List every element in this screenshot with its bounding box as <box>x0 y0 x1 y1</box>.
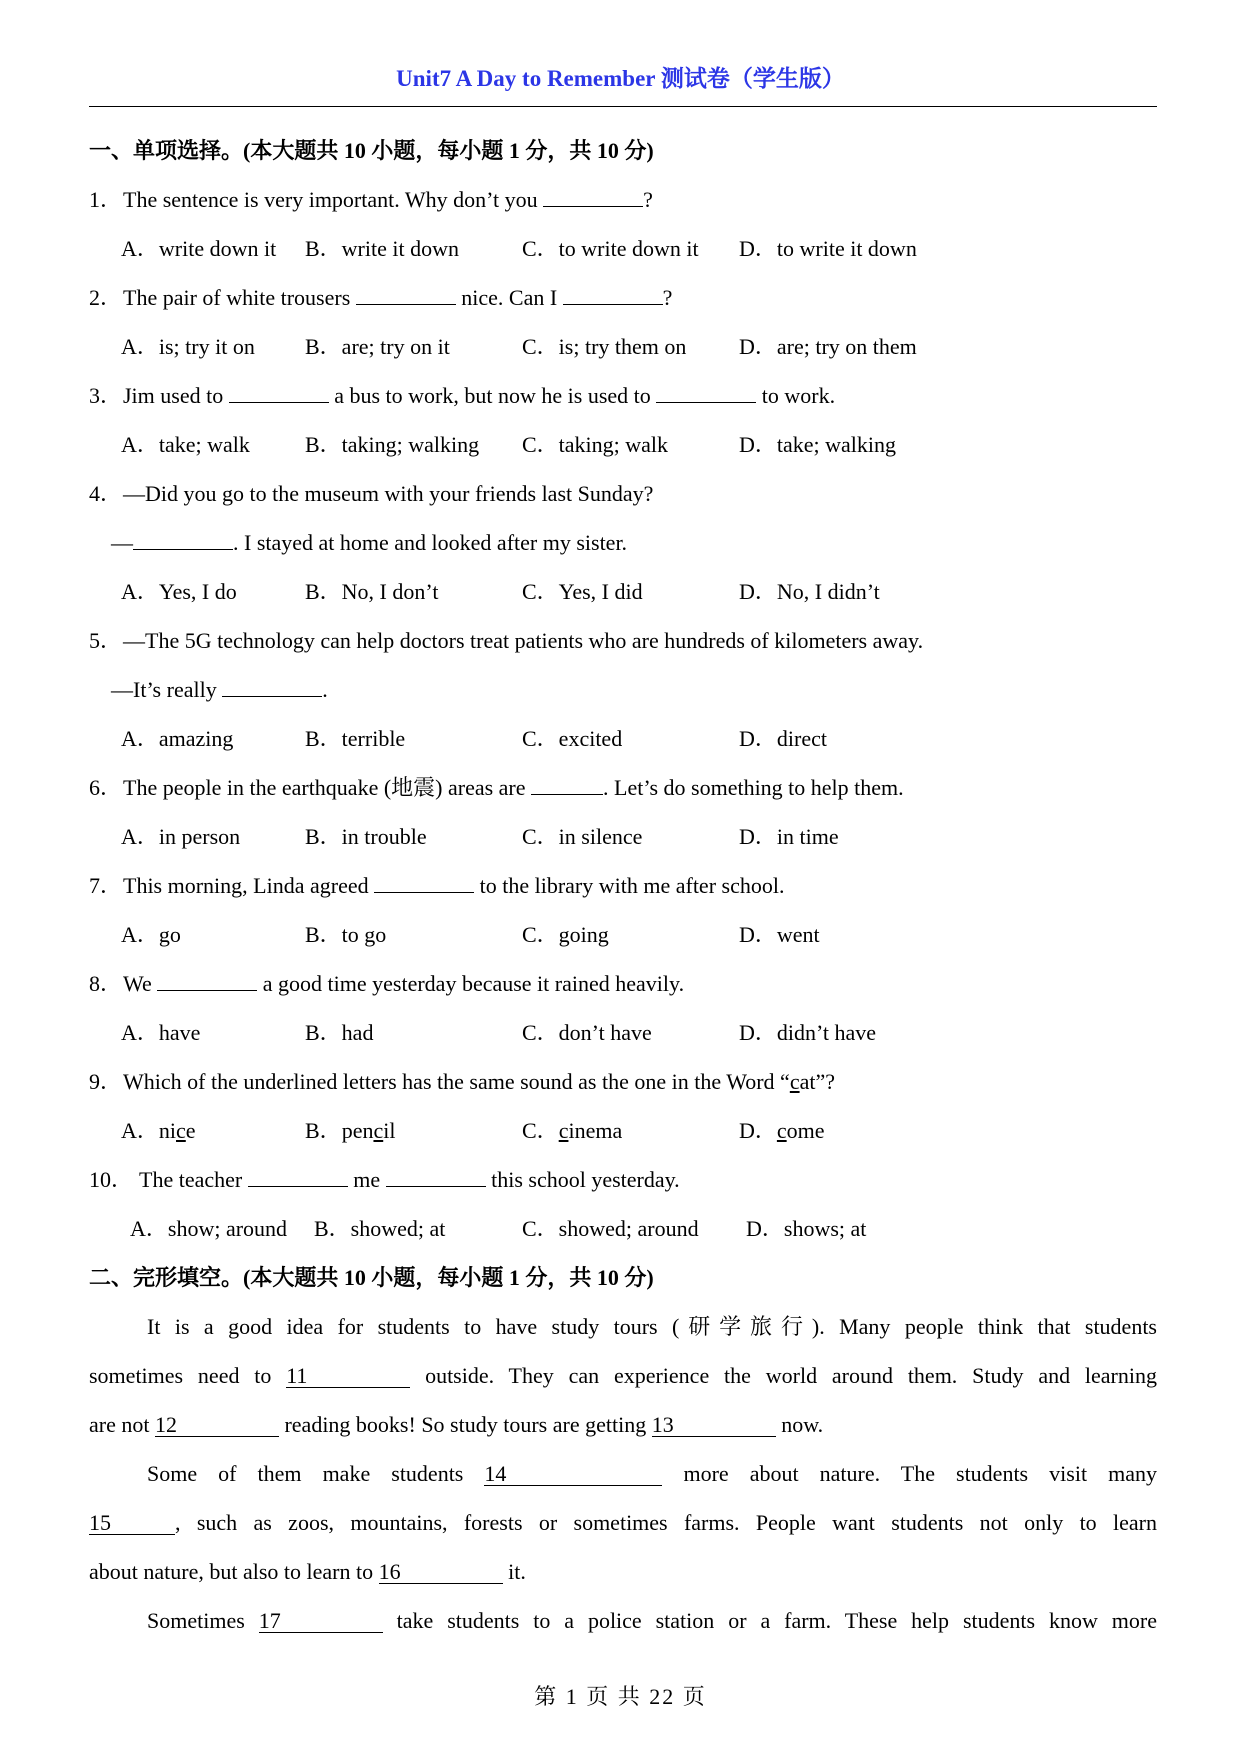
question-2 <box>89 273 1157 322</box>
option-d: D．didn’t have <box>739 1020 877 1045</box>
option-d: D．take; walking <box>739 432 897 457</box>
passage-text: take students to a police station or a farm. These help students know more <box>382 1608 1157 1633</box>
question-10-options <box>89 1204 1157 1253</box>
option-label: D． <box>739 1118 777 1143</box>
passage-p1-line-3 <box>89 1400 1157 1449</box>
question-number: 10． <box>89 1167 134 1192</box>
header-divider <box>89 106 1157 107</box>
option-b: B．taking; walking <box>305 432 480 457</box>
underlined-letter: c <box>789 1069 800 1094</box>
question-text: to the library with me after school. <box>474 873 785 898</box>
question-9-options <box>89 1106 1157 1155</box>
question-7-options <box>89 910 1157 959</box>
option-d: D．No, I didn’t <box>739 579 880 604</box>
question-text: The teacher <box>139 1167 248 1192</box>
option-text: ni <box>158 1118 177 1143</box>
option-c <box>522 1106 622 1155</box>
option-a: A．show; around <box>130 1216 288 1241</box>
option-c: C．Yes, I did <box>522 579 643 604</box>
question-text: ? <box>643 187 653 212</box>
passage-p2-line-2 <box>89 1498 1157 1547</box>
option-c: C．don’t have <box>522 1020 652 1045</box>
option-c: C．going <box>522 922 609 947</box>
option-label: B． <box>305 1118 342 1143</box>
answer-blank <box>563 286 663 305</box>
cloze-blank-14: 14 <box>484 1463 662 1486</box>
question-9 <box>89 1057 1157 1106</box>
answer-blank <box>133 531 233 550</box>
option-a: A．write down it <box>121 236 277 261</box>
question-text: nice. Can I <box>455 285 563 310</box>
question-text: . I stayed at home and looked after my sister. <box>233 530 628 555</box>
question-text: We <box>123 971 158 996</box>
passage-text: more about nature. The students visit many <box>662 1461 1157 1486</box>
option-c: C．showed; around <box>522 1216 699 1241</box>
option-a: A．have <box>121 1020 201 1045</box>
answer-blank <box>543 188 643 207</box>
answer-blank <box>374 874 474 893</box>
question-text: . <box>322 677 328 702</box>
question-5-options <box>89 714 1157 763</box>
question-text: Jim used to <box>123 383 229 408</box>
option-d: D．to write it down <box>739 236 917 261</box>
passage-text: it. <box>502 1559 526 1584</box>
answer-blank <box>356 286 456 305</box>
option-d: D．in time <box>739 824 839 849</box>
question-number: 4． <box>89 481 123 506</box>
option-c: C．taking; walk <box>522 432 669 457</box>
option-text: e <box>185 1118 196 1143</box>
option-text: inema <box>568 1118 623 1143</box>
option-d: D．went <box>739 922 820 947</box>
answer-blank <box>386 1168 486 1187</box>
option-text: il <box>383 1118 396 1143</box>
passage-p1-line-1: It is a good idea for students to have study tours (研学旅行). Many people think that students <box>147 1314 1157 1339</box>
question-1-options <box>89 224 1157 273</box>
question-text: —Did you go to the museum with your friends last Sunday? <box>123 481 654 506</box>
underlined-letter: c <box>373 1118 384 1143</box>
option-d: D．shows; at <box>746 1216 867 1241</box>
question-text: a good time yesterday because it rained heavily. <box>257 971 685 996</box>
question-number: 5． <box>89 628 123 653</box>
page-content <box>89 126 1157 1645</box>
passage-p1-line-2 <box>89 1351 1157 1400</box>
option-b: B．write it down <box>305 236 459 261</box>
underlined-letter: c <box>176 1118 186 1143</box>
question-5 <box>89 616 1157 665</box>
option-b: B．No, I don’t <box>305 579 439 604</box>
question-1 <box>89 175 1157 224</box>
answer-blank <box>157 972 257 991</box>
passage-text: , such as zoos, mountains, forests or sometimes farms. People want students not only to learn <box>175 1510 1157 1535</box>
answer-blank <box>229 384 329 403</box>
passage-text: sometimes need to <box>89 1363 287 1388</box>
question-text: me <box>347 1167 386 1192</box>
question-number: 3． <box>89 383 123 408</box>
question-4-options <box>89 567 1157 616</box>
option-d <box>739 1106 825 1155</box>
answer-blank <box>531 776 603 795</box>
question-6 <box>89 763 1157 812</box>
question-text: —The 5G technology can help doctors treat patients who are hundreds of kilometers away. <box>123 628 924 653</box>
passage-text: reading books! So study tours are getting <box>278 1412 652 1437</box>
option-label: C． <box>522 1118 559 1143</box>
passage-text: are not <box>89 1412 155 1437</box>
option-c: C．excited <box>522 726 623 751</box>
option-b: B．are; try on it <box>305 334 450 359</box>
option-label: A． <box>121 1118 159 1143</box>
question-7 <box>89 861 1157 910</box>
option-b: B．in trouble <box>305 824 427 849</box>
option-d: D．are; try on them <box>739 334 917 359</box>
question-3 <box>89 371 1157 420</box>
question-10 <box>89 1155 1157 1204</box>
question-number: 1． <box>89 187 123 212</box>
question-text: This morning, Linda agreed <box>123 873 375 898</box>
question-text: ? <box>662 285 673 310</box>
question-text: The sentence is very important. Why don’t you <box>123 187 544 212</box>
answer-blank <box>248 1168 348 1187</box>
answer-blank <box>656 384 756 403</box>
option-a: A．Yes, I do <box>121 579 237 604</box>
question-8-options <box>89 1008 1157 1057</box>
cloze-blank-11: 11 <box>286 1365 410 1388</box>
option-a: A．amazing <box>121 726 234 751</box>
option-b: B．to go <box>305 922 387 947</box>
option-c: C．in silence <box>522 824 643 849</box>
question-text: —It’s really <box>111 677 223 702</box>
passage-text: now. <box>775 1412 824 1437</box>
option-a: A．go <box>121 922 181 947</box>
passage-text: outside. They can experience the world around them. Study and learning <box>410 1363 1157 1388</box>
passage-text: Some of them make students <box>147 1461 485 1486</box>
cloze-blank-12: 12 <box>155 1414 279 1437</box>
question-number: 6． <box>89 775 123 800</box>
option-b: B．showed; at <box>314 1216 446 1241</box>
question-text: at”? <box>799 1069 835 1094</box>
option-c: C．to write down it <box>522 236 699 261</box>
question-4 <box>89 469 1157 518</box>
cloze-blank-16: 16 <box>379 1561 503 1584</box>
question-6-options <box>89 812 1157 861</box>
question-text: to work. <box>756 383 836 408</box>
passage-p2-line-1 <box>89 1449 1157 1498</box>
answer-blank <box>222 678 322 697</box>
question-text: The pair of white trousers <box>123 285 356 310</box>
option-a: A．is; try it on <box>121 334 255 359</box>
page-number: 第 1 页 共 22 页 <box>534 1684 707 1709</box>
question-text: a bus to work, but now he is used to <box>328 383 657 408</box>
question-number: 7． <box>89 873 123 898</box>
section-2-title: 二、完形填空。(本大题共 10 小题，每小题 1 分，共 10 分) <box>89 1265 654 1290</box>
question-text: this school yesterday. <box>485 1167 680 1192</box>
cloze-blank-13: 13 <box>652 1414 776 1437</box>
passage-text: about nature, but also to learn to <box>89 1559 379 1584</box>
question-text: — <box>111 530 133 555</box>
underlined-letter: c <box>776 1118 787 1143</box>
option-d: D．direct <box>739 726 827 751</box>
passage-text: Sometimes <box>147 1608 259 1633</box>
question-number: 9． <box>89 1069 123 1094</box>
question-text: The people in the earthquake (地震) areas are <box>123 775 532 800</box>
option-b: B．terrible <box>305 726 406 751</box>
underlined-letter: c <box>558 1118 569 1143</box>
question-2-options <box>89 322 1157 371</box>
document-title: Unit7 A Day to Remember 测试卷（学生版） <box>396 66 845 91</box>
section-1-title: 一、单项选择。(本大题共 10 小题，每小题 1 分，共 10 分) <box>89 138 654 163</box>
option-a <box>121 1106 196 1155</box>
question-8 <box>89 959 1157 1008</box>
option-text: pen <box>341 1118 374 1143</box>
cloze-blank-15: 15 <box>89 1512 175 1535</box>
option-text: ome <box>786 1118 825 1143</box>
option-a: A．take; walk <box>121 432 250 457</box>
option-a: A．in person <box>121 824 241 849</box>
passage-p2-line-3 <box>89 1547 1157 1596</box>
question-text: . Let’s do something to help them. <box>603 775 904 800</box>
question-number: 8． <box>89 971 123 996</box>
cloze-blank-17: 17 <box>259 1610 383 1633</box>
question-text: Which of the underlined letters has the same sound as the one in the Word “ <box>123 1069 790 1094</box>
question-number: 2． <box>89 285 123 310</box>
question-3-options <box>89 420 1157 469</box>
passage-p3-line-1 <box>89 1596 1157 1645</box>
option-c: C．is; try them on <box>522 334 687 359</box>
option-b <box>305 1106 395 1155</box>
question-4-response <box>89 518 1157 567</box>
option-b: B．had <box>305 1020 374 1045</box>
question-5-response <box>89 665 1157 714</box>
